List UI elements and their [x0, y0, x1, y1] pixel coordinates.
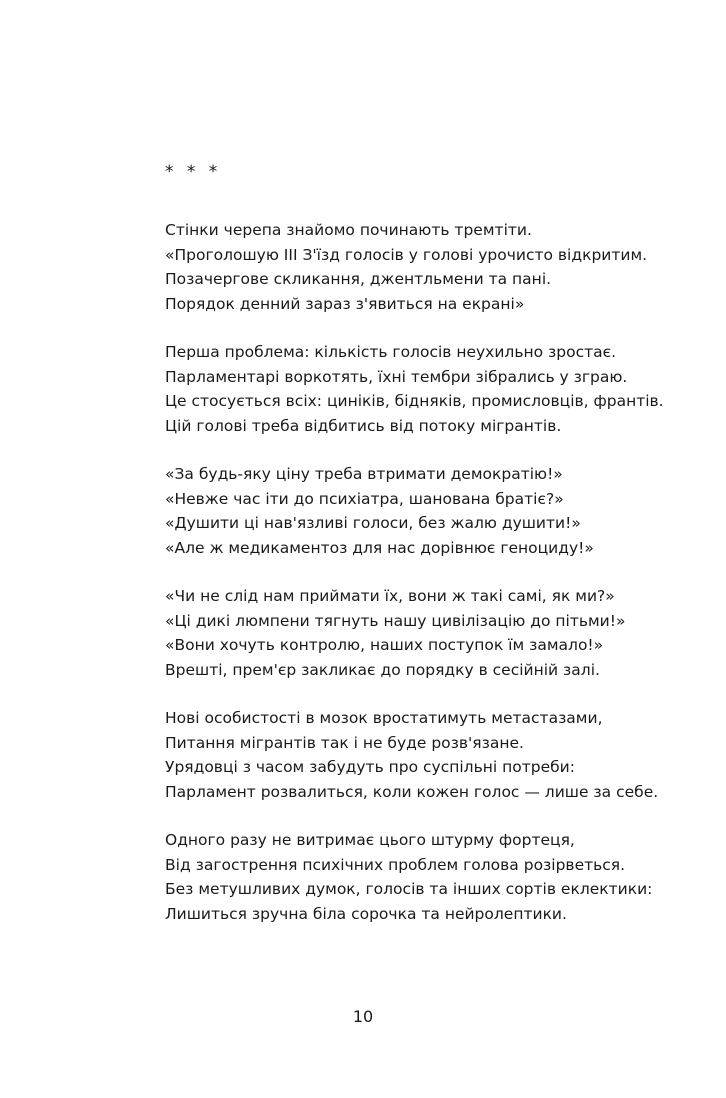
poem-line: Від загострення психічних проблем голова розірветься.	[165, 855, 626, 874]
poem-line: Позачергове скликання, джентльмени та пані.	[165, 270, 552, 288]
poem-line: Без метушливих думок, голосів та інших сортів еклектики:	[165, 880, 653, 898]
section-divider: * * *	[165, 162, 222, 182]
poem-line: Лишиться зручна біла сорочка та нейролептики.	[165, 904, 567, 923]
poem-line: «Ці дикі люмпени тягнуть нашу цивілізацію до пітьми!»	[165, 611, 626, 630]
poem-line: Парламент розвалиться, коли кожен голос — лише за себе.	[165, 782, 659, 801]
stanza	[165, 584, 705, 682]
poem-line: Питання мігрантів так і не буде розв'язане.	[165, 733, 524, 752]
poem-line: «Душити ці нав'язливі голоси, без жалю душити!»	[165, 514, 581, 532]
poem	[165, 218, 705, 950]
poem-line: Нові особистості в мозок вростатимуть метастазами,	[165, 709, 603, 727]
poem-line: Перша проблема: кількість голосів неухильно зростає.	[165, 343, 617, 361]
poem-line: Це стосується всіх: циніків, бідняків, промисловців, франтів.	[165, 392, 664, 410]
stanza	[165, 462, 705, 560]
poem-line: Урядовці з часом забудуть про суспільні потреби:	[165, 758, 575, 776]
stanza	[165, 340, 705, 438]
stanza	[165, 828, 705, 926]
poem-line: «Проголошую III З'їзд голосів у голові урочисто відкритим.	[165, 245, 648, 264]
stanza	[165, 218, 705, 316]
poem-line: «Невже час іти до психіатра, шанована братіє?»	[165, 489, 564, 508]
page-number: 10	[352, 1007, 374, 1026]
poem-line: Одного разу не витримає цього штурму фортеця,	[165, 831, 575, 849]
poem-line: «За будь-яку ціну треба втримати демократію!»	[165, 465, 563, 483]
stanza	[165, 706, 705, 804]
poem-line: «Але ж медикаментоз для нас дорівнює геноциду!»	[165, 538, 594, 557]
poem-line: Парламентарі воркотять, їхні тембри зібрались у зграю.	[165, 367, 628, 386]
poem-line: Порядок денний зараз з'явиться на екрані»	[165, 294, 525, 313]
poem-line: Цій голові треба відбитись від потоку мігрантів.	[165, 416, 562, 435]
poem-line: Врешті, прем'єр закликає до порядку в сесійній залі.	[165, 660, 600, 679]
poem-line: «Чи не слід нам приймати їх, вони ж такі самі, як ми?»	[165, 587, 615, 605]
poem-line: Стінки черепа знайомо починають тремтіти.	[165, 221, 532, 239]
poem-line: «Вони хочуть контролю, наших поступок їм замало!»	[165, 636, 604, 654]
